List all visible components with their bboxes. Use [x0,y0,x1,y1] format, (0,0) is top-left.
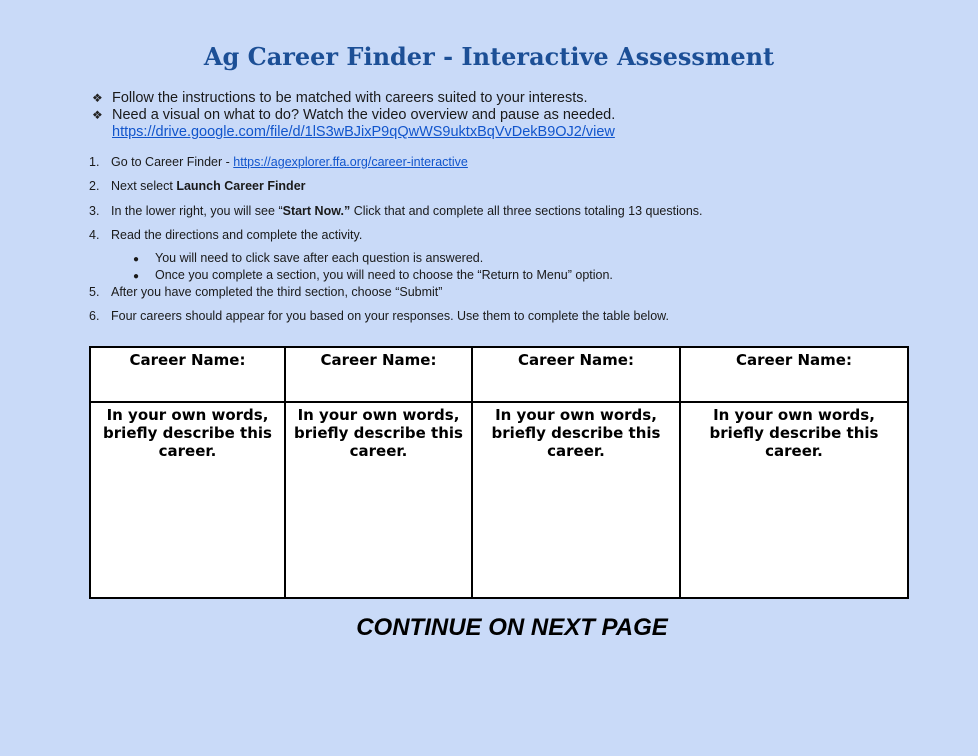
career-name-row [90,347,908,402]
step-number: 6. [89,309,100,323]
round-bullet-icon: ● [133,254,140,265]
career-table [89,346,909,599]
career-description-cell[interactable]: In your own words, briefly describe this career. [472,402,680,598]
step-text-after: Click that and complete all three sections totaling 13 questions. [350,204,703,218]
sub-list-item [133,268,613,282]
career-description-cell[interactable]: In your own words, briefly describe this career. [90,402,285,598]
step-text: After you have completed the third section, choose “Submit” [111,285,443,299]
career-name-cell[interactable]: Career Name: [285,347,472,402]
video-overview-link[interactable]: https://drive.google.com/file/d/1lS3wBJixP9qQwWS9uktxBqVvDekB9OJ2/view [112,124,615,140]
sub-item-text: You will need to click save after each question is answered. [155,251,484,265]
career-description-cell[interactable]: In your own words, briefly describe this career. [285,402,472,598]
step-text: Next select [111,179,177,193]
step-number: 1. [89,155,100,169]
career-finder-link[interactable]: https://agexplorer.ffa.org/career-interactive [233,155,468,169]
step-item [89,204,703,218]
step-text: In the lower right, you will see “ [111,204,283,218]
career-name-cell[interactable]: Career Name: [90,347,285,402]
sub-item-text: Once you complete a section, you will need to choose the “Return to Menu” option. [155,268,613,282]
step-item [89,228,362,242]
page-title: Ag Career Finder - Interactive Assessment [203,42,775,71]
step-item [89,155,468,169]
step-item [89,179,306,193]
step-text: Read the directions and complete the activity. [111,228,363,242]
round-bullet-icon: ● [133,271,140,282]
intro-bullet-body [112,107,615,141]
step-number: 3. [89,204,100,218]
intro-bullet [92,107,892,141]
intro-bullet-text: Need a visual on what to do? Watch the video overview and pause as needed. [112,107,616,123]
career-description-row [90,402,908,598]
continue-notice: CONTINUE ON NEXT PAGE [356,614,668,641]
step-item [89,309,669,323]
step-number: 5. [89,285,100,299]
step-text: Four careers should appear for you based on your responses. Use them to complete the table below. [111,309,669,323]
intro-bullet [92,90,892,107]
diamond-bullet-icon: ❖ [92,91,103,105]
career-description-cell[interactable]: In your own words, briefly describe this career. [680,402,908,598]
intro-bullets [92,90,892,141]
diamond-bullet-icon: ❖ [92,108,103,122]
intro-bullet-text: Follow the instructions to be matched with careers suited to your interests. [112,90,588,106]
step-item [89,285,442,299]
step-number: 2. [89,179,100,193]
step-bold-text: Launch Career Finder [176,179,306,193]
career-name-cell[interactable]: Career Name: [472,347,680,402]
step-number: 4. [89,228,100,242]
step-bold-text: Start Now.” [282,204,351,218]
step-text: Go to Career Finder - [111,155,234,169]
career-name-cell[interactable]: Career Name: [680,347,908,402]
sub-list-item [133,251,483,265]
